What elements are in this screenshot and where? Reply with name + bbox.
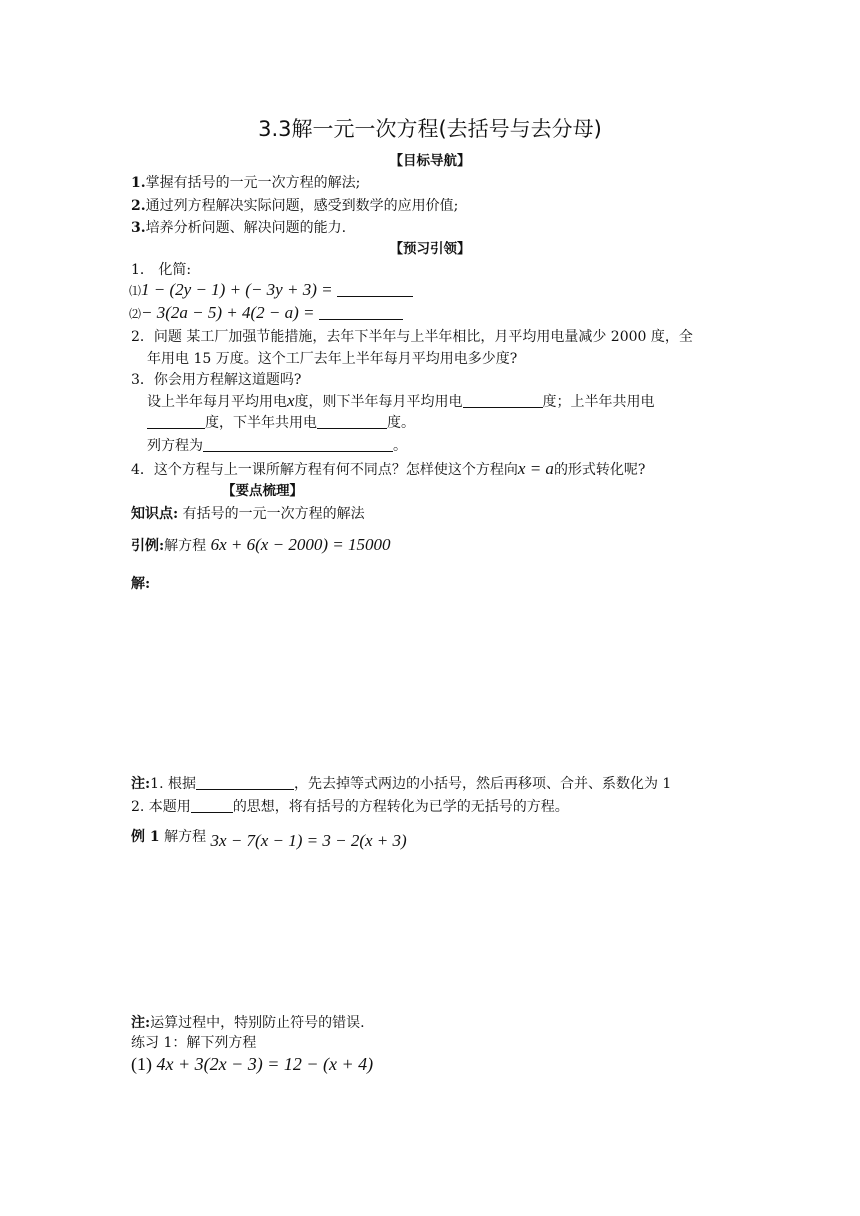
text: 解方程	[164, 829, 207, 845]
goal-text: 掌握有括号的一元一次方程的解法;	[145, 175, 361, 191]
answer-blank[interactable]	[203, 437, 393, 452]
variable: x	[287, 391, 295, 410]
goal-item-1	[131, 173, 360, 193]
question-3-line-1	[147, 391, 655, 412]
text: 度，则下半年每月平均用电	[294, 394, 463, 410]
section-heading-keypoints: 【要点梳理】	[222, 483, 303, 499]
example-1	[131, 826, 407, 850]
label: 注:	[131, 776, 151, 792]
equation: 4x + 3(2x − 3) = 12 − (x + 4)	[156, 1054, 374, 1074]
section-heading-preview: 【预习引领】	[389, 241, 471, 257]
expression: x = a	[517, 459, 554, 478]
goal-text: 通过列方程解决实际问题，感受到数学的应用价值;	[145, 198, 459, 214]
answer-blank[interactable]	[317, 414, 387, 429]
equation: 6x + 6(x − 2000) = 15000	[210, 535, 391, 554]
text: 有括号的一元一次方程的解法	[182, 506, 365, 522]
label: 例 1	[131, 829, 160, 845]
question-3-line-3	[147, 436, 407, 456]
goal-item-2	[131, 196, 458, 216]
answer-blank[interactable]	[337, 282, 413, 297]
text: 度，下半年共用电	[205, 415, 317, 431]
answer-blank[interactable]	[191, 798, 233, 813]
intro-example	[131, 535, 390, 556]
text: 的形式转化呢?	[553, 462, 646, 478]
question-4	[131, 459, 645, 480]
question-3-line-2	[147, 413, 415, 433]
text: 度。	[387, 415, 415, 431]
solution-label: 解:	[131, 576, 151, 592]
page-title: 3.3解一元一次方程(去括号与去分母)	[258, 117, 602, 141]
label: 知识点:	[131, 506, 179, 522]
label: 注:	[131, 1015, 151, 1031]
text: 解方程	[164, 538, 207, 554]
item-number: (1)	[131, 1054, 152, 1074]
practice-1	[131, 1054, 373, 1074]
text: 。	[393, 438, 407, 454]
question-2-line-2: 年用电 15 万度。这个工厂去年上半年每月平均用电多少度?	[147, 351, 518, 367]
question-1-label: 1． 化简:	[131, 262, 192, 278]
goal-item-3	[131, 218, 346, 238]
goal-text: 培养分析问题、解决问题的能力.	[145, 220, 347, 236]
goal-number: 1.	[131, 175, 146, 191]
expression: 1 − (2y − 1) + (− 3y + 3) =	[141, 280, 333, 299]
goal-number: 2.	[131, 198, 146, 214]
text: 运算过程中，特别防止符号的错误.	[150, 1015, 365, 1031]
item-number: ⑴	[129, 284, 142, 298]
text: 列方程为	[147, 438, 203, 454]
equation: 3x − 7(x − 1) = 3 − 2(x + 3)	[210, 831, 407, 850]
practice-label: 练习 1：解下列方程	[131, 1035, 257, 1051]
item-number: ⑵	[129, 307, 142, 321]
knowledge-point	[131, 504, 365, 524]
question-1a	[129, 280, 413, 301]
answer-blank[interactable]	[319, 305, 403, 320]
note-2	[131, 797, 569, 817]
text: 4．这个方程与上一课所解方程有何不同点？怎样使这个方程向	[131, 462, 518, 478]
question-1b	[129, 303, 403, 324]
note-1	[131, 774, 671, 794]
answer-blank[interactable]	[147, 414, 205, 429]
label: 引例:	[131, 538, 165, 554]
question-3-label: 3．你会用方程解这道题吗?	[131, 372, 302, 388]
text: 设上半年每月平均用电	[147, 394, 287, 410]
answer-blank[interactable]	[196, 775, 294, 790]
expression: − 3(2a − 5) + 4(2 − a) =	[141, 303, 315, 322]
answer-blank[interactable]	[463, 393, 543, 408]
goal-number: 3.	[131, 220, 146, 236]
section-heading-goals: 【目标导航】	[389, 153, 471, 169]
text: ，先去掉等式两边的小括号，然后再移项、合并、系数化为 1	[293, 776, 672, 792]
text: 1. 根据	[150, 776, 196, 792]
note-3	[131, 1013, 365, 1033]
text: 的思想，将有括号的方程转化为已学的无括号的方程。	[232, 799, 569, 815]
text: 度；上半年共用电	[542, 394, 655, 410]
text: 2. 本题用	[131, 799, 191, 815]
question-2-line-1: 2．问题 某工厂加强节能措施，去年下半年与上半年相比，月平均用电量减少 2000 度，全	[131, 329, 693, 345]
